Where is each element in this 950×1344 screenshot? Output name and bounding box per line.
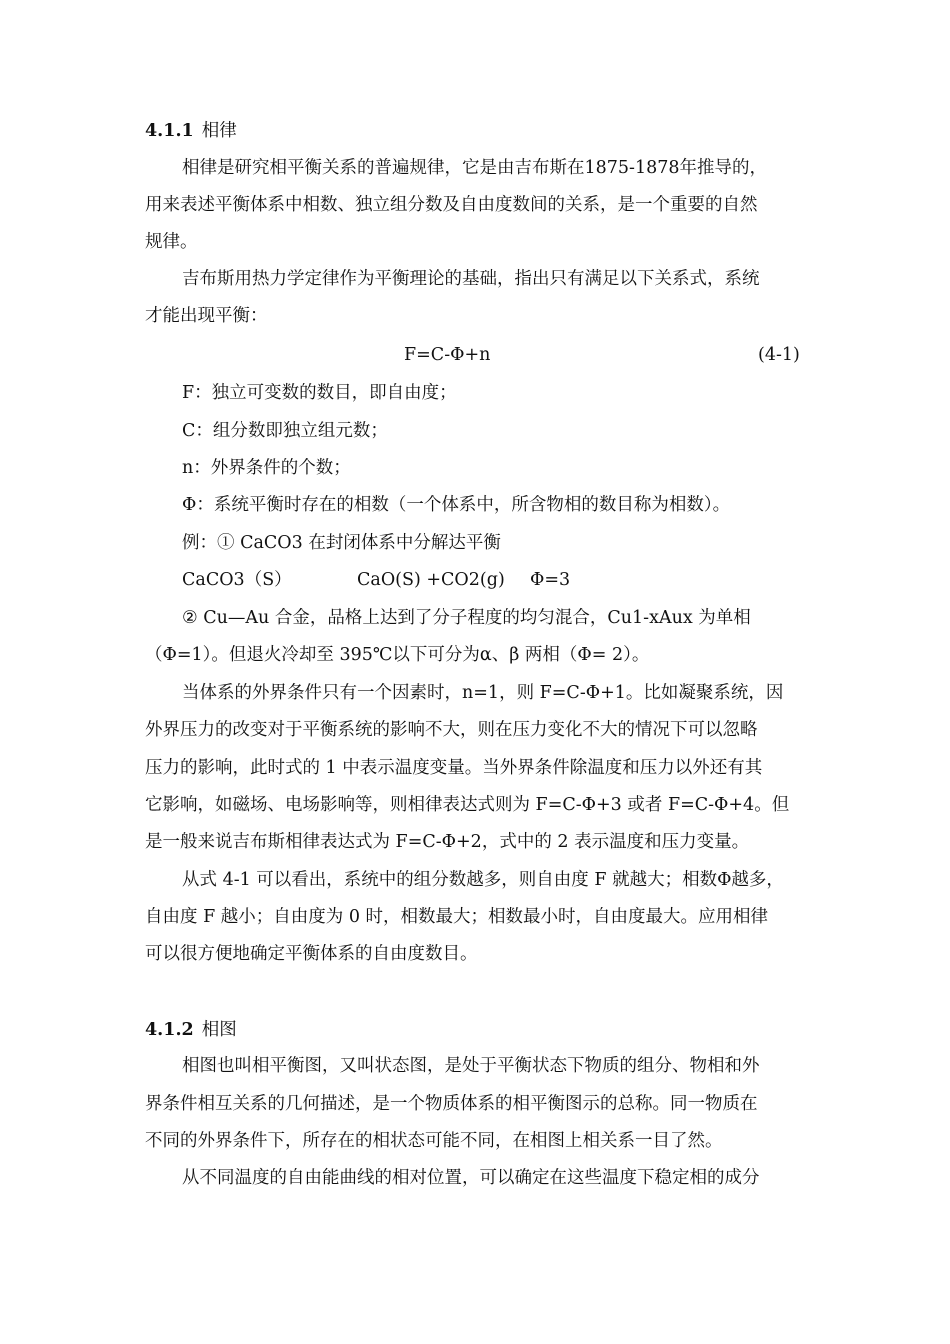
paragraph-line: 可以很方便地确定平衡体系的自由度数目。 <box>145 944 478 964</box>
paragraph-line: 才能出现平衡： <box>145 306 268 326</box>
section-heading-4-1-2 <box>145 1018 237 1042</box>
definition-line: Φ：系统平衡时存在的相数（一个体系中，所含物相的数目称为相数）。 <box>182 495 731 515</box>
paragraph-line: 当体系的外界条件只有一个因素时，n=1，则 F=C-Φ+1。比如凝聚系统，因 <box>182 683 784 703</box>
paragraph-line: 从式 4-1 可以看出，系统中的组分数越多，则自由度 F 就越大；相数Φ越多， <box>182 870 784 890</box>
definition-line: n：外界条件的个数； <box>182 458 351 478</box>
section-number: 4.1.1 <box>145 121 194 141</box>
reaction-products: CaO(S) +CO2(g) <box>357 570 505 590</box>
paragraph-line: 用来表述平衡体系中相数、独立组分数及自由度数间的关系，是一个重要的自然 <box>145 195 758 215</box>
definition-line: F：独立可变数的数目，即自由度； <box>182 383 457 403</box>
paragraph-line: 界条件相互关系的几何描述，是一个物质体系的相平衡图示的总称。同一物质在 <box>145 1094 758 1114</box>
paragraph-line: 压力的影响，此时式的 1 中表示温度变量。当外界条件除温度和压力以外还有其 <box>145 758 763 778</box>
equation: F=C-Φ+n <box>404 345 491 365</box>
paragraph-line: 自由度 F 越小；自由度为 0 时，相数最大；相数最小时，自由度最大。应用相律 <box>145 907 769 927</box>
section-title: 相律 <box>201 121 237 141</box>
paragraph-line: 相图也叫相平衡图，又叫状态图，是处于平衡状态下物质的组分、物相和外 <box>182 1056 760 1076</box>
paragraph-line: 从不同温度的自由能曲线的相对位置，可以确定在这些温度下稳定相的成分 <box>182 1168 760 1188</box>
paragraph-line: 规律。 <box>145 232 198 252</box>
example-line: ② Cu—Au 合金，品格上达到了分子程度的均匀混合，Cu1-xAux 为单相 <box>182 608 751 628</box>
section-heading-4-1-1 <box>145 119 237 143</box>
paragraph-line: 吉布斯用热力学定律作为平衡理论的基础，指出只有满足以下关系式，系统 <box>182 269 760 289</box>
example-line: （Φ=1）。但退火冷却至 395℃以下可分为α、β 两相（Φ= 2）。 <box>145 645 650 665</box>
paragraph-line: 不同的外界条件下，所存在的相状态可能不同，在相图上相关系一目了然。 <box>145 1131 723 1151</box>
paragraph-line: 外界压力的改变对于平衡系统的影响不大，则在压力变化不大的情况下可以忽略 <box>145 720 758 740</box>
reaction-phases: Φ=3 <box>530 570 571 590</box>
section-title: 相图 <box>201 1020 237 1040</box>
paragraph-line: 它影响，如磁场、电场影响等，则相律表达式则为 F=C-Φ+3 或者 F=C-Φ+4。但 <box>145 795 790 815</box>
definition-line: C：组分数即独立组元数； <box>182 421 388 441</box>
reaction-reactant: CaCO3（S） <box>182 570 292 590</box>
example-line: 例：① CaCO3 在封闭体系中分解达平衡 <box>182 533 501 553</box>
equation-number: (4-1) <box>758 345 800 365</box>
paragraph-line: 相律是研究相平衡关系的普遍规律，它是由吉布斯在1875-1878年推导的， <box>182 158 767 178</box>
section-number: 4.1.2 <box>145 1020 194 1040</box>
paragraph-line: 是一般来说吉布斯相律表达式为 F=C-Φ+2，式中的 2 表示温度和压力变量。 <box>145 832 750 852</box>
